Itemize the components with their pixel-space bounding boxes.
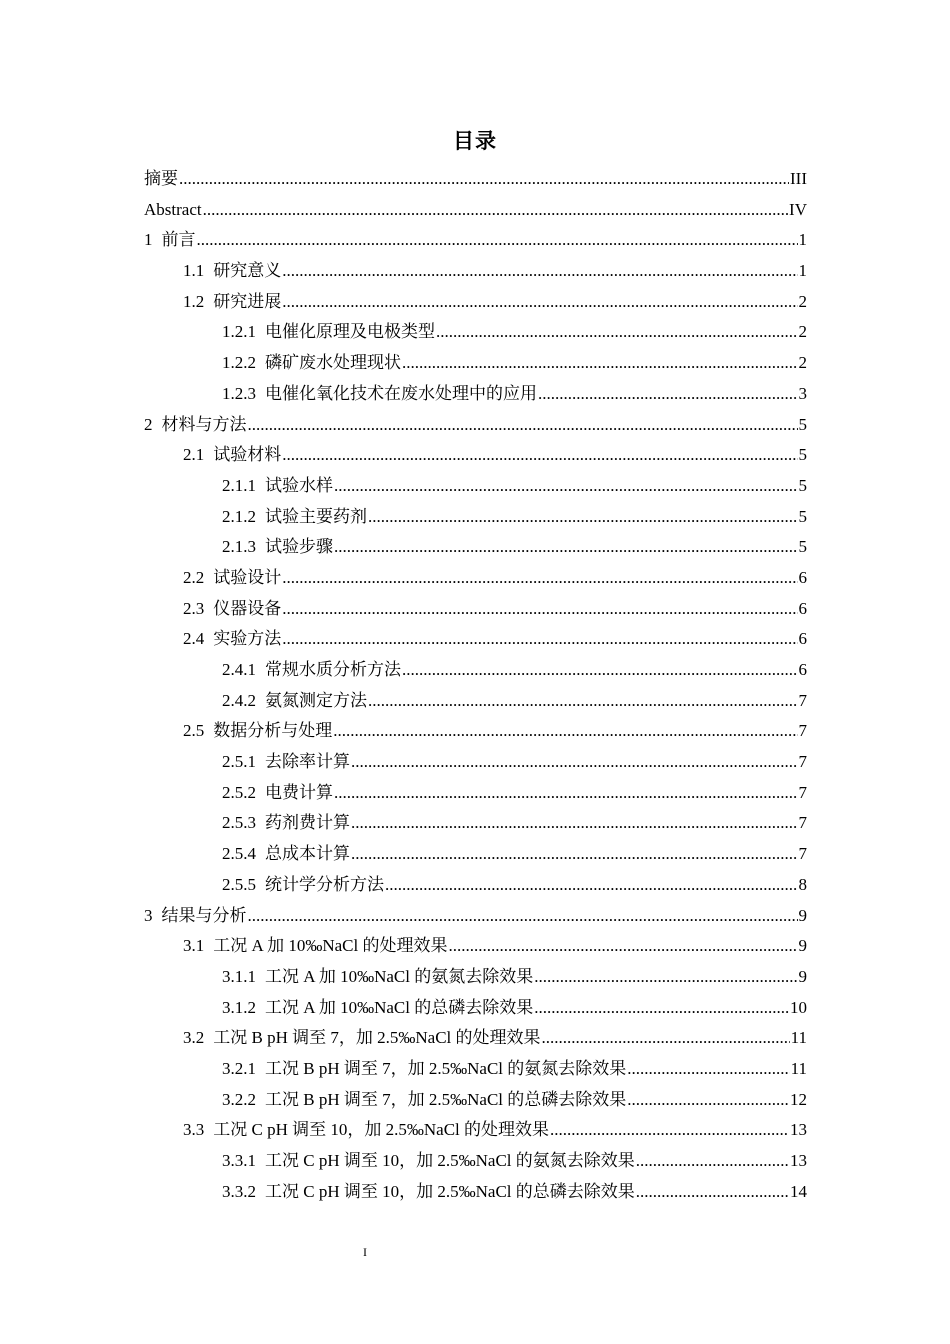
toc-dot-leader <box>282 594 797 625</box>
toc-dot-leader <box>282 287 797 318</box>
toc-entry-title: 电费计算 <box>265 782 333 802</box>
toc-dot-leader <box>436 317 798 348</box>
toc-entry[interactable] <box>144 195 807 226</box>
toc-entry-page: 7 <box>798 690 807 710</box>
toc-entry-page: 10 <box>790 997 807 1017</box>
toc-entry-number: 3.2.1 <box>222 1058 256 1078</box>
toc-dot-leader <box>402 348 798 379</box>
toc-entry-title: 去除率计算 <box>265 752 350 772</box>
toc-dot-leader <box>402 655 798 686</box>
toc-entry-title: 试验水样 <box>265 475 333 495</box>
toc-dot-leader <box>636 1177 789 1208</box>
toc-entry-number: 1.2.2 <box>222 353 256 373</box>
toc-entry-number: 2.5.2 <box>222 782 256 802</box>
toc-entry[interactable] <box>144 962 807 993</box>
toc-dot-leader <box>538 379 798 410</box>
toc-dot-leader <box>334 532 798 563</box>
toc-dot-leader <box>179 164 789 195</box>
toc-entry-page: 7 <box>798 844 807 864</box>
toc-dot-leader <box>351 808 798 839</box>
toc-entry[interactable] <box>144 716 807 747</box>
toc-entry-page: 6 <box>798 567 807 587</box>
toc-entry-number: 2.5.4 <box>222 844 256 864</box>
toc-entry[interactable] <box>144 870 807 901</box>
toc-dot-leader <box>248 901 798 932</box>
toc-dot-leader <box>282 624 797 655</box>
toc-entry-page: 5 <box>798 475 807 495</box>
toc-entry[interactable] <box>144 471 807 502</box>
toc-entry-title: 总成本计算 <box>265 844 350 864</box>
toc-entry[interactable] <box>144 1054 807 1085</box>
toc-entry-page: 1 <box>798 230 807 250</box>
toc-entry-number: 3.2 <box>183 1028 205 1048</box>
toc-entry-number: 3.3 <box>183 1120 205 1140</box>
toc-entry-page: 5 <box>798 445 807 465</box>
toc-entry-page: 13 <box>790 1120 807 1140</box>
toc-entry-page: 11 <box>790 1028 807 1048</box>
toc-entry-number: 2.2 <box>183 567 205 587</box>
toc-dot-leader <box>282 440 797 471</box>
toc-entry-page: 5 <box>798 537 807 557</box>
toc-entry[interactable] <box>144 532 807 563</box>
toc-entry-page: 2 <box>798 291 807 311</box>
toc-entry[interactable] <box>144 1023 807 1054</box>
toc-entry-number: 2 <box>144 414 153 434</box>
toc-entry-title: 磷矿废水处理现状 <box>265 353 401 373</box>
toc-dot-leader <box>385 870 798 901</box>
toc-entry-title: 仪器设备 <box>213 598 282 618</box>
toc-entry-number: 2.1.3 <box>222 537 256 557</box>
toc-dot-leader <box>333 716 797 747</box>
toc-entry[interactable] <box>144 225 807 256</box>
toc-entry[interactable] <box>144 1177 807 1208</box>
toc-entry[interactable] <box>144 164 807 195</box>
toc-entry[interactable] <box>144 594 807 625</box>
toc-entry-number: 2.4.1 <box>222 660 256 679</box>
toc-dot-leader <box>351 839 798 870</box>
table-of-contents <box>144 164 807 1207</box>
toc-entry-title: 常规水质分析方法 <box>265 660 401 679</box>
toc-dot-leader <box>534 962 797 993</box>
toc-entry[interactable] <box>144 410 807 441</box>
toc-entry-title: 工况 A 加 10‰NaCl 的总磷去除效果 <box>265 997 534 1017</box>
toc-dot-leader <box>334 778 798 809</box>
toc-entry-title: 前言 <box>161 230 196 250</box>
toc-entry-page: 9 <box>798 905 807 925</box>
toc-dot-leader <box>542 1023 790 1054</box>
toc-entry-page: 7 <box>798 813 807 833</box>
toc-entry-page: 12 <box>790 1089 807 1109</box>
toc-entry-page: 5 <box>798 414 807 434</box>
toc-dot-leader <box>627 1054 789 1085</box>
toc-entry[interactable] <box>144 931 807 962</box>
toc-entry-page: IV <box>789 199 807 219</box>
toc-entry-page: 7 <box>798 721 807 741</box>
toc-entry-page: 9 <box>798 936 807 956</box>
toc-dot-leader <box>550 1115 789 1146</box>
page-number: I <box>363 1245 367 1259</box>
toc-entry-title: 研究进展 <box>213 291 282 311</box>
toc-entry[interactable] <box>144 502 807 533</box>
toc-entry-number: 2.5.1 <box>222 752 256 772</box>
toc-entry[interactable] <box>144 379 807 410</box>
toc-dot-leader <box>368 686 798 717</box>
toc-entry-page: 1 <box>798 261 807 281</box>
toc-dot-leader <box>448 931 797 962</box>
toc-entry-title: 统计学分析方法 <box>265 874 384 894</box>
toc-entry-title: 试验材料 <box>213 445 282 465</box>
toc-dot-leader <box>627 1085 789 1116</box>
toc-entry-page: 2 <box>798 322 807 342</box>
toc-entry[interactable] <box>144 287 807 318</box>
toc-entry-number: 3.3.2 <box>222 1181 256 1201</box>
toc-entry-title: 结果与分析 <box>161 905 247 925</box>
toc-entry-number: 1.2.3 <box>222 383 256 403</box>
toc-entry-title: 工况 C pH 调至 10，加 2.5‰NaCl 的处理效果 <box>213 1120 549 1140</box>
toc-dot-leader <box>636 1146 789 1177</box>
toc-dot-leader <box>248 410 798 441</box>
toc-entry-title: 工况 C pH 调至 10，加 2.5‰NaCl 的总磷去除效果 <box>265 1181 635 1201</box>
toc-entry-title: 试验主要药剂 <box>265 506 367 526</box>
toc-entry-number: 1.1 <box>183 261 205 281</box>
toc-dot-leader <box>351 747 798 778</box>
toc-entry-title: 药剂费计算 <box>265 813 350 833</box>
toc-entry-page: 9 <box>798 966 807 986</box>
toc-entry-title: 氨氮测定方法 <box>265 690 367 710</box>
toc-entry-number: 2.1 <box>183 445 205 465</box>
toc-entry-number: 2.5.3 <box>222 813 256 833</box>
toc-entry[interactable] <box>144 440 807 471</box>
toc-entry-title: 摘要 <box>144 169 178 188</box>
toc-entry-number: 3.1.1 <box>222 966 256 986</box>
toc-entry[interactable] <box>144 624 807 655</box>
toc-entry-page: 2 <box>798 353 807 373</box>
toc-dot-leader <box>282 256 797 287</box>
toc-entry-number: 1.2 <box>183 291 205 311</box>
toc-entry-page: 13 <box>790 1151 807 1170</box>
toc-entry[interactable] <box>144 686 807 717</box>
toc-entry[interactable] <box>144 317 807 348</box>
toc-entry-number: 3.3.1 <box>222 1151 256 1170</box>
toc-dot-leader <box>203 195 788 226</box>
toc-entry-number: 2.5.5 <box>222 874 256 894</box>
toc-entry[interactable] <box>144 1146 807 1177</box>
toc-dot-leader <box>368 502 798 533</box>
toc-entry-number: 3.1 <box>183 936 205 956</box>
toc-entry-number: 2.4.2 <box>222 690 256 710</box>
toc-entry-title: Abstract <box>144 199 202 219</box>
toc-entry[interactable] <box>144 1085 807 1116</box>
toc-entry[interactable] <box>144 256 807 287</box>
toc-entry-page: 6 <box>798 660 807 679</box>
toc-entry-page: 6 <box>798 598 807 618</box>
toc-entry[interactable] <box>144 655 807 686</box>
toc-entry-title: 电催化氧化技术在废水处理中的应用 <box>265 383 537 403</box>
toc-entry-title: 研究意义 <box>213 261 282 281</box>
toc-entry-title: 工况 B pH 调至 7，加 2.5‰NaCl 的总磷去除效果 <box>265 1089 627 1109</box>
toc-entry-number: 2.5 <box>183 721 205 741</box>
toc-entry[interactable] <box>144 747 807 778</box>
toc-entry-title: 工况 A 加 10‰NaCl 的氨氮去除效果 <box>265 966 534 986</box>
toc-entry-page: 11 <box>790 1058 807 1078</box>
toc-entry[interactable] <box>144 839 807 870</box>
page-title: 目录 <box>453 129 497 153</box>
toc-entry[interactable] <box>144 348 807 379</box>
toc-entry[interactable] <box>144 901 807 932</box>
toc-dot-leader <box>197 225 798 256</box>
toc-entry-number: 3.2.2 <box>222 1089 256 1109</box>
toc-entry-page: 14 <box>790 1181 807 1201</box>
toc-entry-number: 3 <box>144 905 153 925</box>
toc-entry-page: 7 <box>798 782 807 802</box>
toc-entry[interactable] <box>144 563 807 594</box>
toc-dot-leader <box>334 471 798 502</box>
toc-entry-number: 3.1.2 <box>222 997 256 1017</box>
toc-entry-title: 实验方法 <box>213 629 282 649</box>
toc-entry-page: 3 <box>798 383 807 403</box>
toc-entry[interactable] <box>144 993 807 1024</box>
toc-entry-title: 工况 A 加 10‰NaCl 的处理效果 <box>213 936 448 956</box>
toc-entry[interactable] <box>144 1115 807 1146</box>
toc-entry-number: 2.3 <box>183 598 205 618</box>
toc-entry-title: 工况 C pH 调至 10，加 2.5‰NaCl 的氨氮去除效果 <box>265 1151 635 1170</box>
toc-entry-number: 1 <box>144 230 153 250</box>
toc-dot-leader <box>282 563 797 594</box>
toc-entry-page: 6 <box>798 629 807 649</box>
toc-entry-number: 2.4 <box>183 629 205 649</box>
toc-entry-title: 材料与方法 <box>161 414 247 434</box>
toc-entry-page: 5 <box>798 506 807 526</box>
toc-entry-title: 电催化原理及电极类型 <box>265 322 435 342</box>
toc-entry-number: 2.1.2 <box>222 506 256 526</box>
toc-entry-page: III <box>790 169 807 188</box>
toc-entry[interactable] <box>144 808 807 839</box>
toc-entry-page: 8 <box>798 874 807 894</box>
toc-entry-title: 试验步骤 <box>265 537 333 557</box>
toc-entry-number: 2.1.1 <box>222 475 256 495</box>
toc-entry-title: 数据分析与处理 <box>213 721 333 741</box>
toc-entry-title: 工况 B pH 调至 7，加 2.5‰NaCl 的处理效果 <box>213 1028 541 1048</box>
toc-dot-leader <box>534 993 789 1024</box>
toc-entry-title: 试验设计 <box>213 567 282 587</box>
toc-entry-page: 7 <box>798 752 807 772</box>
toc-entry[interactable] <box>144 778 807 809</box>
toc-entry-title: 工况 B pH 调至 7，加 2.5‰NaCl 的氨氮去除效果 <box>265 1058 627 1078</box>
toc-entry-number: 1.2.1 <box>222 322 256 342</box>
